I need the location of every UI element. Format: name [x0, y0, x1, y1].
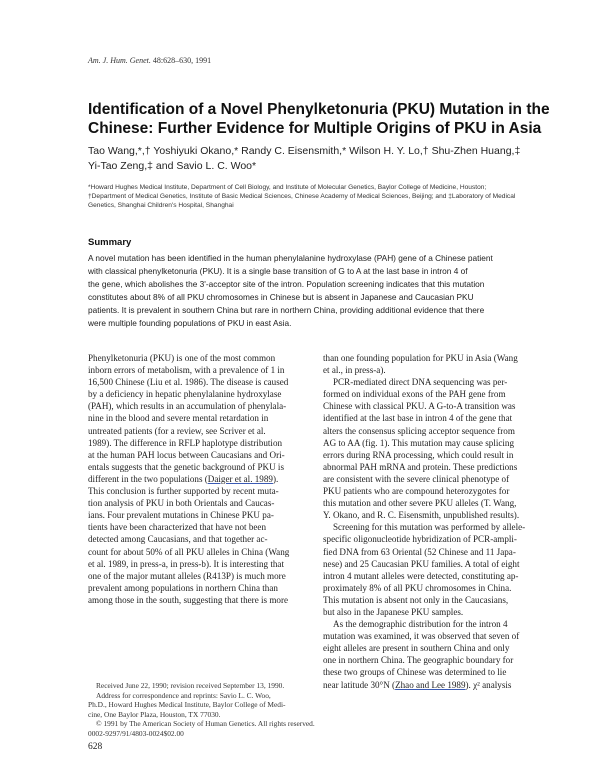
citation-line[interactable]: near latitude 30°N (Zhao and Lee 1989). χ² analysis	[323, 679, 512, 690]
body-line: these two groups of Chinese was determined to lie	[323, 667, 507, 678]
body-line: detected among Caucasians, and that together ac-	[88, 534, 268, 545]
summary-line: patients. It is prevalent in southern China but rare in northern China, providing additional evidence that there	[88, 305, 485, 315]
body-line: This conclusion is further supported by recent muta-	[88, 486, 279, 497]
affiliations	[88, 183, 550, 210]
title-line: Identification of a Novel Phenylketonuria (PKU) Mutation in the	[88, 101, 550, 118]
body-line: but also in the Japanese PKU samples.	[323, 606, 464, 617]
summary-line: the gene, which abolishes the 3'-acceptor site of the intron. Population screening indicates that this mutation	[88, 279, 485, 289]
body-line: PCR-mediated direct DNA sequencing was per-	[333, 377, 508, 388]
citation-link[interactable]: Zhao and Lee 1989	[395, 679, 466, 690]
body-line: 1989). The difference in RFLP haplotype distribution	[88, 437, 283, 448]
body-line: Y. Okano, and R. C. Eisensmith, unpublished results).	[323, 510, 520, 521]
body-line: intron 4 mutant alleles were detected, constituting ap-	[323, 570, 519, 581]
journal-reference	[88, 56, 211, 65]
body-line: among those in the south, suggesting that there is more	[88, 594, 289, 605]
body-line: abnormal PAH mRNA and protein. These predictions	[323, 461, 518, 472]
author-list	[88, 144, 558, 174]
body-line: (PAH), which results in an accumulation of phenylala-	[88, 401, 287, 412]
body-line: et al. 1989, in press-a, in press-b). It is interesting that	[88, 558, 284, 569]
body-line: count for about 50% of all PKU alleles in China (Wang	[88, 546, 290, 557]
footnote-line: Address for correspondence and reprints: Savio L. C. Woo,	[96, 690, 271, 700]
body-line: at the human PAH locus between Caucasians and Ori-	[88, 449, 285, 460]
copyright-line: © 1991 by The American Society of Human Genetics. All rights reserved.	[96, 719, 315, 728]
body-line: As the demographic distribution for the intron 4	[333, 619, 508, 630]
body-line: et al., in press-a).	[323, 365, 386, 376]
citation-link[interactable]: Daiger et al. 1989	[207, 473, 273, 484]
affiliation-line: †Department of Medical Genetics, Institute of Basic Medical Sciences, Chinese Academy of Medical Sciences, Beijing; and ‡Laboratory of Medical	[88, 193, 516, 200]
body-line: Screening for this mutation was performed by allele-	[333, 522, 526, 533]
body-line: one in northern China. The geographic boundary for	[323, 655, 514, 666]
body-line: by a deficiency in hepatic phenylalanine hydroxylase	[88, 389, 282, 400]
summary-line: were multiple founding populations of PKU in east Asia.	[88, 318, 292, 328]
footnote-line: cine, One Baylor Plaza, Houston, TX 77030.	[88, 709, 221, 719]
body-line: prevalent among populations in northern China than	[88, 582, 278, 593]
body-line: Phenylketonuria (PKU) is one of the most common	[88, 353, 276, 363]
body-line: this mutation and other severe PKU alleles (T. Wang,	[323, 498, 517, 509]
body-line: inborn errors of metabolism, with a prevalence of 1 in	[88, 365, 285, 376]
body-line: nese) and 25 Caucasian PKU families. A total of eight	[323, 558, 520, 569]
summary-line: with classical phenylketonuria (PKU). It is a single base transition of G to A at the last base in intron 4 of	[88, 266, 468, 276]
body-line: 16,500 Chinese (Liu et al. 1986). The disease is caused	[88, 377, 289, 388]
page-number: 628	[88, 742, 103, 752]
title-line: Chinese: Further Evidence for Multiple Origins of PKU in Asia	[88, 120, 542, 137]
author-line: Tao Wang,*,† Yoshiyuki Okano,* Randy C. Eisensmith,* Wilson H. Y. Lo,† Shu-Zhen Huang,‡	[88, 145, 521, 157]
body-line: AG to AA (fig. 1). This mutation may cause splicing	[323, 437, 515, 448]
body-line: tion analysis of PKU in both Orientals and Caucas-	[88, 498, 275, 509]
body-line: nine in the blood and severe mental retardation in	[88, 413, 269, 424]
body-line: one of the major mutant alleles (R413P) is much more	[88, 570, 286, 581]
citation-line[interactable]: different in the two populations (Daiger et al. 1989).	[88, 473, 279, 484]
body-line: tients have been characterized that have not been	[88, 522, 266, 533]
affiliation-line: Genetics, Shanghai Children's Hospital, Shanghai	[88, 202, 234, 209]
summary-text	[88, 252, 550, 330]
body-line: errors during RNA processing, which could result in	[323, 449, 514, 460]
summary-heading: Summary	[88, 237, 132, 248]
journal-name: Am. J. Hum. Genet.	[88, 56, 151, 65]
body-line: untreated patients (for a review, see Scriver et al.	[88, 425, 266, 436]
body-line: are consistent with the severe clinical phenotype of	[323, 473, 510, 484]
body-line: mutation was examined, it was observed that seven of	[323, 631, 520, 642]
body-column-right	[323, 352, 555, 691]
body-line: eight alleles are present in southern China and only	[323, 643, 510, 654]
footnote-line: Ph.D., Howard Hughes Medical Institute, Baylor College of Medi-	[88, 700, 286, 709]
body-line: fied DNA from 63 Oriental (52 Chinese and 11 Japa-	[323, 546, 516, 557]
body-line: identified at the last base in intron 4 of the gene that	[323, 413, 513, 424]
body-line: entals suggests that the genetic background of PKU is	[88, 461, 284, 472]
body-line: This mutation is absent not only in the Caucasians,	[323, 594, 509, 605]
body-line: specific oligonucleotide hybridization of PCR-ampli-	[323, 534, 517, 545]
affiliation-line: *Howard Hughes Medical Institute, Department of Cell Biology, and Institute of Molecular Genetics, Baylor College of Medicine, Houston;	[88, 184, 487, 191]
body-line: than one founding population for PKU in Asia (Wang	[323, 353, 518, 363]
article-title	[88, 100, 558, 138]
summary-line: A novel mutation has been identified in the human phenylalanine hydroxylase (PAH) gene of a Chinese patient	[88, 253, 493, 263]
body-column-left	[88, 352, 320, 606]
author-line: Yi-Tao Zeng,‡ and Savio L. C. Woo*	[88, 160, 257, 172]
body-line: proximately 8% of all PKU chromosomes in China.	[323, 582, 512, 593]
body-line: Chinese with classical PKU. A G-to-A transition was	[323, 401, 516, 412]
footnote-line: Received June 22, 1990; revision received September 13, 1990.	[96, 681, 285, 690]
volume-pages-year: 48:628–630, 1991	[152, 56, 212, 65]
article-footnote	[88, 681, 320, 738]
body-line: PKU patients who are compound heterozygotes for	[323, 486, 510, 497]
body-line: ians. Four prevalent mutations in Chinese PKU pa-	[88, 510, 274, 521]
issn-line: 0002-9297/91/4803-0024$02.00	[88, 728, 184, 738]
summary-line: constitutes about 8% of all PKU chromosomes in Chinese but is absent in Japanese and Caucasian PKU	[88, 292, 474, 302]
body-line: formed on individual exons of the PAH gene from	[323, 389, 506, 400]
body-line: alters the consensus splicing acceptor sequence from	[323, 425, 515, 436]
